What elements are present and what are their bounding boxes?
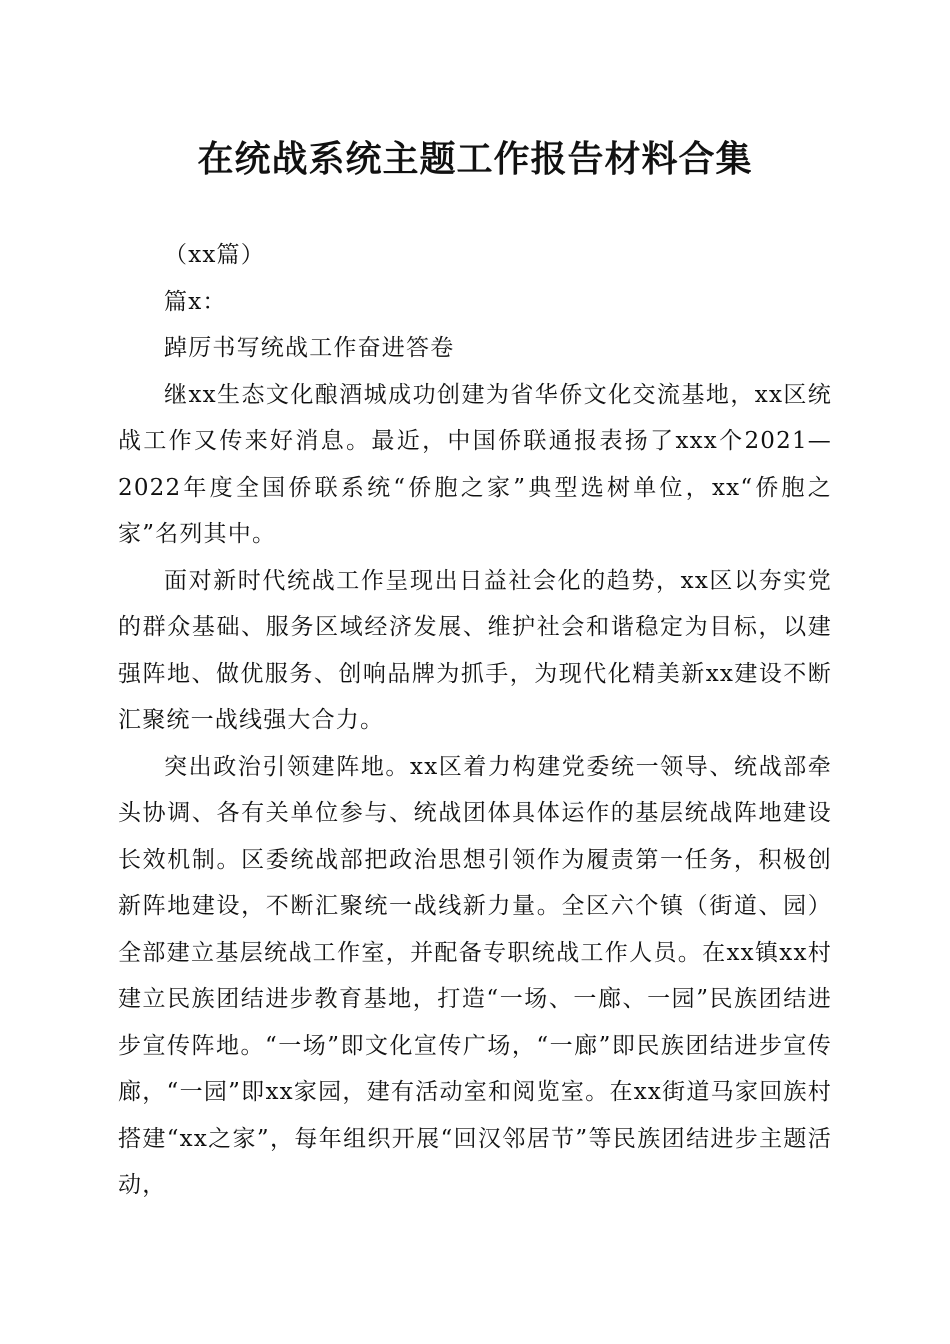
paragraph: 突出政治引领建阵地。xx区着力构建党委统一领导、统战部牵头协调、各有关单位参与、统战团体具体运作的基层统战阵地建设长效机制。区委统战部把政治思想引领作为履责第一任务，积极创新阵地建设，不断汇聚统一战线新力量。全区六个镇（街道、园）全部建立基层统战工作室，并配备专职统战工作人员。在xx镇xx村建立民族团结进步教育基地，打造“一场、一廊、一园”民族团结进步宣传阵地。“一场”即文化宣传广场，“一廊”即民族团结进步宣传廊，“一园”即xx家园，建有活动室和阅览室。在xx街道马家回族村搭建“xx之家”，每年组织开展“回汉邻居节”等民族团结进步主题活动，	[118, 753, 832, 1198]
section-heading: 踔厉书写统战工作奋进答卷	[164, 335, 455, 361]
document-title: 在统战系统主题工作报告材料合集	[197, 138, 753, 180]
section-count: （xx篇）	[164, 242, 265, 268]
paragraph: 面对新时代统战工作呈现出日益社会化的趋势，xx区以夯实党的群众基础、服务区域经济发展、维护社会和谐稳定为目标，以建强阵地、做优服务、创响品牌为抓手，为现代化精美新xx建设不断汇聚统一战线强大合力。	[118, 567, 832, 733]
section-label: 篇x：	[164, 288, 227, 315]
paragraph: 继xx生态文化酿酒城成功创建为省华侨文化交流基地，xx区统战工作又传来好消息。最近，中国侨联通报表扬了xxx个2021—2022年度全国侨联系统“侨胞之家”典型选树单位，xx“侨胞之家”名列其中。	[118, 381, 832, 547]
document-body	[118, 232, 832, 1209]
